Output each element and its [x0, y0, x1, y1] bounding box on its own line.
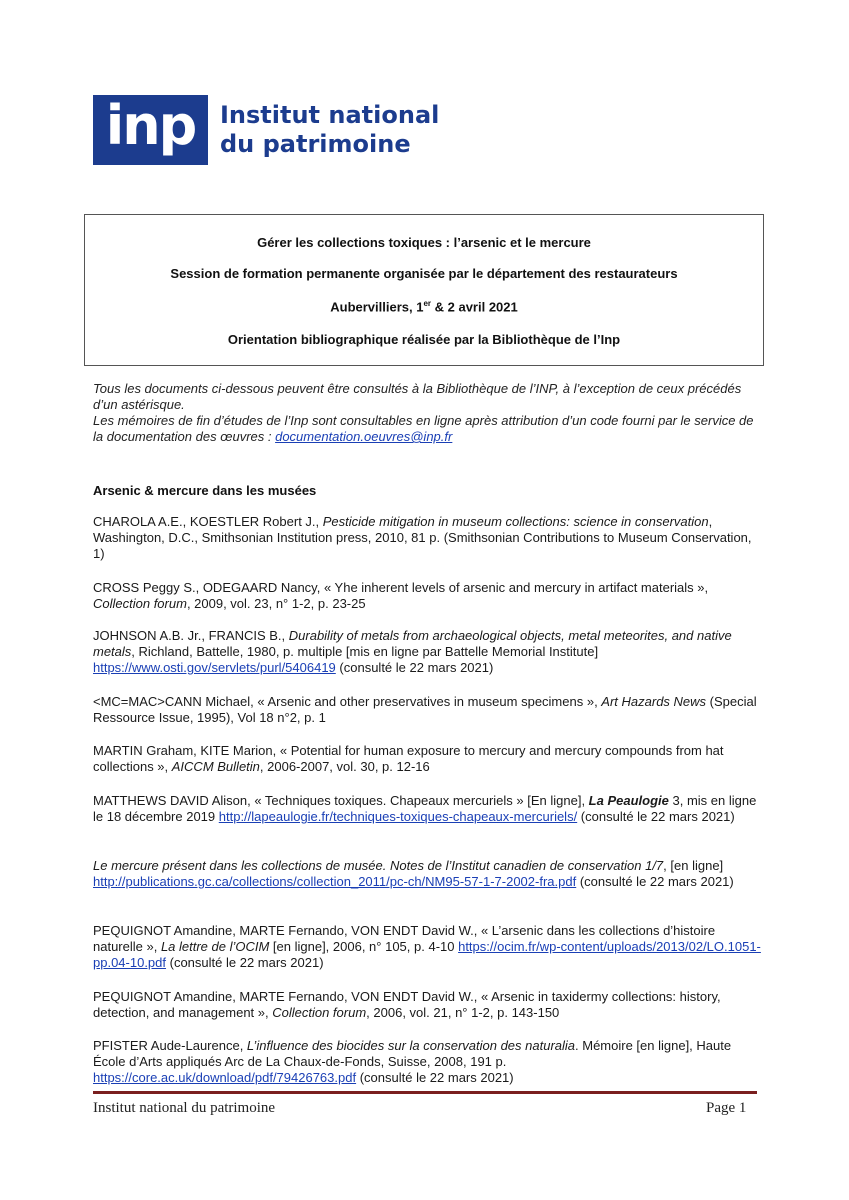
- ref-consulted: (consulté le 22 mars 2021): [166, 955, 324, 970]
- title-line-1: Gérer les collections toxiques : l’arsenic et le mercure: [257, 235, 591, 250]
- ref-details: 3, mis en ligne le 18 décembre 2019: [93, 793, 757, 824]
- ref-consulted: (consulté le 22 mars 2021): [356, 1070, 514, 1085]
- reference-item: [93, 580, 763, 612]
- ref-authors: PEQUIGNOT Amandine, MARTE Fernando, VON ENDT David W., « L’arsenic dans les collections d’histoire naturelle »,: [93, 923, 716, 954]
- ref-details: . Mémoire [en ligne], Haute École d’Arts appliqués Arc de La Chaux-de-Fonds, Suisse, 2008, 191 p.: [93, 1038, 732, 1069]
- inp-logo-mark: inp: [93, 95, 208, 165]
- ref-link[interactable]: https://www.osti.gov/servlets/purl/5406419: [93, 660, 336, 675]
- ref-details: , [en ligne]: [663, 858, 724, 873]
- ref-authors: MARTIN Graham, KITE Marion, « Potential for human exposure to mercury and mercury compounds from hat collections »,: [93, 743, 724, 774]
- ref-link[interactable]: https://core.ac.uk/download/pdf/79426763.pdf: [93, 1070, 357, 1085]
- ref-title: Art Hazards News: [601, 694, 707, 709]
- intro-paragraph-2-text: Les mémoires de fin d’études de l’Inp sont consultables en ligne après attribution d’un code fourni par le service de la documentation des œuvres :: [93, 413, 754, 444]
- title-line-4: Orientation bibliographique réalisée par la Bibliothèque de l’Inp: [227, 332, 621, 347]
- ref-details: , Richland, Battelle, 1980, p. multiple [mis en ligne par Battelle Memorial Institute]: [131, 644, 599, 659]
- ref-title: La lettre de l’OCIM: [160, 939, 270, 954]
- ref-authors: PEQUIGNOT Amandine, MARTE Fernando, VON ENDT David W., « Arsenic in taxidermy collections: history, detection, and management »,: [93, 989, 721, 1020]
- ref-authors: PFISTER Aude-Laurence,: [93, 1038, 247, 1053]
- ref-link[interactable]: http://publications.gc.ca/collections/collection_2011/pc-ch/NM95-57-1-7-2002-fra.pdf: [93, 874, 577, 889]
- ref-title: Durability of metals from archaeological objects, metal meteorites, and native metals: [93, 628, 732, 659]
- reference-item: [93, 743, 763, 775]
- logo-name-line1: Institut national: [220, 101, 440, 129]
- ref-details: , Washington, D.C., Smithsonian Institution press, 2010, 81 p. (Smithsonian Contributions to Museum Conservation, 1): [93, 514, 752, 561]
- footer-page-number: Page 1: [706, 1100, 747, 1116]
- ref-authors: <MC=MAC>CANN Michael, « Arsenic and other preservatives in museum specimens »,: [93, 694, 602, 709]
- ref-consulted: (consulté le 22 mars 2021): [576, 874, 734, 889]
- title-line-3: [85, 299, 763, 314]
- ref-authors: JOHNSON A.B. Jr., FRANCIS B.,: [93, 628, 289, 643]
- inp-logo-name: [220, 101, 439, 159]
- footer-institution: Institut national du patrimoine: [93, 1100, 276, 1116]
- ref-details: [en ligne], 2006, n° 105, p. 4-10: [269, 939, 459, 954]
- title-line-3-post: & 2 avril 2021: [431, 299, 518, 315]
- ref-title: Collection forum: [93, 596, 187, 611]
- ref-title: La Peaulogie: [588, 793, 669, 808]
- reference-item: [93, 989, 763, 1021]
- ref-details: , 2009, vol. 23, n° 1-2, p. 23-25: [186, 596, 366, 611]
- ref-title: AICCM Bulletin: [171, 759, 260, 774]
- title-box: [84, 214, 764, 366]
- ref-title: Pesticide mitigation in museum collections: science in conservation: [322, 514, 709, 529]
- inp-logo: [93, 95, 439, 165]
- reference-item: [93, 694, 763, 726]
- intro-text: [93, 381, 763, 445]
- reference-item: [93, 1038, 763, 1086]
- ref-authors: CHAROLA A.E., KOESTLER Robert J.,: [93, 514, 323, 529]
- ref-details: , 2006, vol. 21, n° 1-2, p. 143-150: [366, 1005, 560, 1020]
- ref-title: L’influence des biocides sur la conservation des naturalia: [246, 1038, 576, 1053]
- reference-item: [93, 923, 763, 971]
- reference-item: [93, 628, 763, 676]
- ref-title: Le mercure présent dans les collections de musée. Notes de l’Institut canadien de conservation 1/7: [93, 858, 664, 873]
- ref-authors: CROSS Peggy S., ODEGAARD Nancy, « Yhe inherent levels of arsenic and mercury in artifact materials »,: [93, 580, 709, 595]
- title-line-3-pre: Aubervilliers, 1: [330, 299, 424, 315]
- title-line-2: Session de formation permanente organisée par le département des restaurateurs: [170, 266, 678, 281]
- reference-item: [93, 858, 763, 890]
- section-heading: Arsenic & mercure dans les musées: [93, 483, 317, 498]
- intro-paragraph-2: [93, 413, 763, 445]
- ref-consulted: (consulté le 22 mars 2021): [577, 809, 735, 824]
- ref-link[interactable]: https://ocim.fr/wp-content/uploads/2013/02/LO.1051-pp.04-10.pdf: [93, 939, 761, 970]
- ref-consulted: (consulté le 22 mars 2021): [335, 660, 494, 675]
- reference-item: [93, 793, 763, 825]
- footer-divider: [93, 1091, 757, 1094]
- documentation-email-link[interactable]: documentation.oeuvres@inp.fr: [275, 429, 453, 444]
- intro-paragraph-1: Tous les documents ci-dessous peuvent être consultés à la Bibliothèque de l’INP, à l’exception de ceux précédés d’un astérisque.: [93, 381, 742, 412]
- ref-details: , 2006-2007, vol. 30, p. 12-16: [259, 759, 430, 774]
- ref-link[interactable]: http://lapeaulogie.fr/techniques-toxiques-chapeaux-mercuriels/: [218, 809, 578, 824]
- ref-details: (Special Ressource Issue, 1995), Vol 18 n°2, p. 1: [93, 694, 757, 725]
- logo-name-line2: du patrimoine: [220, 130, 411, 158]
- ref-authors: MATTHEWS DAVID Alison, « Techniques toxiques. Chapeaux mercuriels » [En ligne],: [93, 793, 589, 808]
- reference-item: [93, 514, 763, 562]
- ref-title: Collection forum: [272, 1005, 367, 1020]
- title-line-3-sup: er: [423, 299, 432, 308]
